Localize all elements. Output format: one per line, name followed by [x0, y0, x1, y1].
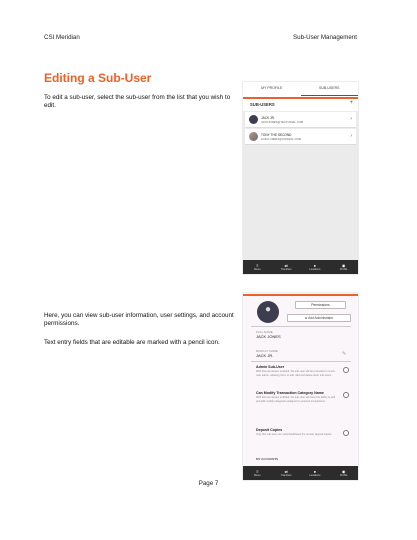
sub-users-label: SUB-USERS: [250, 102, 275, 107]
my-accounts-label: MY ACCOUNTS: [256, 457, 279, 461]
nav-transfers[interactable]: [272, 260, 301, 274]
permission-description: With this permission enabled, the sub-user will have the ability to edit and add modify categories assigned to account transactions.: [256, 396, 336, 403]
sub-user-email: JACKJONES@TECTONIAL.COM: [261, 120, 304, 124]
avatar: [249, 115, 258, 124]
nav-profile[interactable]: [329, 260, 358, 274]
chevron-right-icon: ›: [350, 116, 352, 122]
nav-label: Transfers: [280, 267, 292, 271]
add-administrator-button[interactable]: [287, 314, 351, 322]
accent-divider: [243, 294, 358, 296]
nav-menu[interactable]: [243, 260, 272, 274]
transfer-icon: ⇄: [284, 468, 288, 474]
menu-icon: ≡: [256, 262, 259, 268]
nav-locations[interactable]: [301, 260, 330, 274]
permission-title: Admin Sub-User: [256, 365, 285, 369]
display-name-field[interactable]: JACK JR.: [256, 353, 274, 358]
chevron-right-icon: ›: [350, 133, 352, 139]
nav-transfers[interactable]: [272, 466, 301, 480]
sub-user-name: TONY THE SECOND: [261, 132, 292, 137]
page-number: Page 7: [198, 480, 219, 487]
permission-description: With this permission enabled, the sub-user will be promoted to a sub-user admin, allowing them to edit, add and delete other sub-users.: [256, 370, 336, 377]
sub-users-header: [243, 99, 358, 110]
nav-profile[interactable]: [329, 466, 358, 480]
nav-label: Profile: [339, 267, 348, 271]
permission-title: Can Modify Transaction Category Name: [256, 391, 324, 395]
divider: [251, 326, 351, 327]
full-name-label: FULL NAME: [256, 330, 273, 334]
list-item[interactable]: [245, 129, 356, 145]
nav-label: Profile: [339, 473, 348, 477]
profile-icon: ◉: [341, 468, 346, 474]
menu-icon: ≡: [256, 468, 259, 474]
header-right: Sub-User Management: [293, 34, 357, 41]
nav-locations[interactable]: [301, 466, 330, 480]
tab-my-profile[interactable]: MY PROFILE: [261, 86, 283, 90]
bottom-nav: [243, 466, 358, 480]
nav-menu[interactable]: [243, 466, 272, 480]
section-title: Editing a Sub-User: [44, 71, 152, 85]
deposit-copies-radio[interactable]: [343, 430, 349, 436]
add-administrator-label: Add Administrator: [308, 316, 334, 320]
avatar: [249, 132, 258, 141]
sub-user-detail-screenshot: [243, 293, 358, 480]
nav-label: Locations: [309, 267, 321, 271]
permissions-button[interactable]: Permissions: [295, 301, 346, 309]
admin-sub-user-radio[interactable]: [343, 367, 349, 373]
nav-label: Menu: [254, 473, 261, 477]
avatar: [257, 301, 279, 323]
sub-user-name: JACK JR.: [261, 115, 275, 120]
location-icon: ●: [313, 468, 317, 474]
plus-icon: ⊕: [304, 316, 309, 320]
list-item[interactable]: [245, 112, 356, 128]
user-icon: ●: [264, 304, 272, 315]
nav-label: Locations: [309, 473, 321, 477]
display-name-label: DISPLAY NAME: [256, 349, 278, 353]
full-name-value: JACK JONES: [256, 334, 281, 339]
permission-description: Only this sub-user can submit/edit/view the remote deposit copies.: [256, 433, 333, 436]
bottom-nav: [243, 260, 358, 274]
tab-sub-users[interactable]: SUB-USERS: [301, 82, 359, 96]
sub-user-email: LINDA.VIEIRA@CONSOL.COM: [261, 137, 302, 141]
divider: [251, 361, 351, 362]
nav-label: Menu: [254, 267, 261, 271]
nav-label: Transfers: [280, 473, 292, 477]
location-icon: ●: [313, 262, 317, 268]
edit-intro-text: To edit a sub-user, select the sub-user from the list that you wish to edit.: [44, 94, 231, 110]
profile-icon: ◉: [341, 262, 346, 268]
permission-title: Deposit Copies: [256, 428, 283, 432]
view-info-text: Here, you can view sub-user information, user settings, and account permissions.: [44, 312, 234, 328]
pencil-note-text: Text entry fields that are editable are marked with a pencil icon.: [44, 339, 220, 346]
sub-users-screenshot: [243, 82, 358, 274]
profile-tabs: [243, 82, 358, 96]
modify-category-radio[interactable]: [343, 392, 349, 398]
plus-icon[interactable]: +: [349, 100, 353, 106]
pencil-icon[interactable]: ✎: [342, 351, 347, 357]
header-left: CSI Meridian: [44, 34, 80, 41]
transfer-icon: ⇄: [284, 262, 288, 268]
